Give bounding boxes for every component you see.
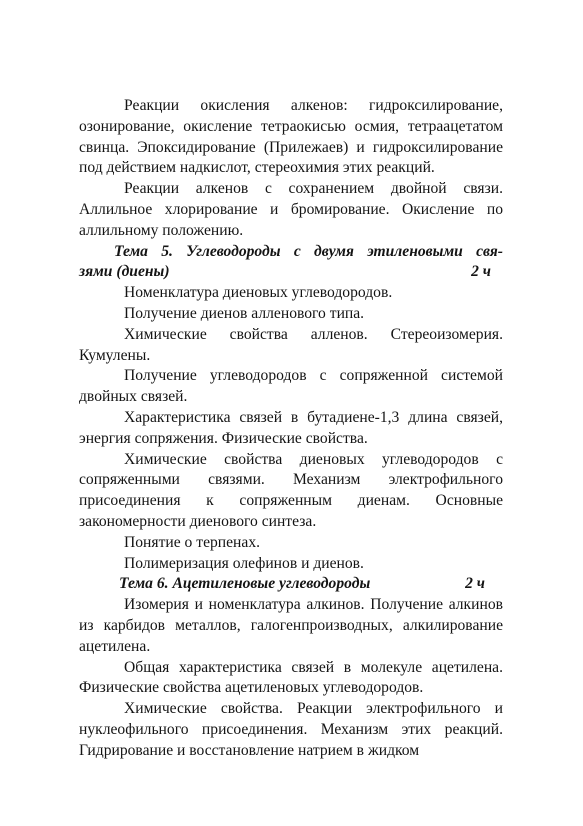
paragraph: Реакции окисления алкенов: гидроксилирование, озонирование, окисление тетраокисью осмия, тетраацетатом свинца. Эпоксидирование (Прилежаев) и гидроксилирование под действием надкислот, стереохимия этих реакций. — [79, 97, 503, 177]
topic-6-title: Тема 6. Ацетиленовые углеводороды — [119, 575, 371, 593]
topic-5-title-line-1: Тема 5. Углеводороды с двумя этиленовыми свя- — [114, 242, 503, 260]
topic-6-hours: 2 ч — [465, 575, 485, 593]
paragraph: Получение углеводородов с сопряженной системой двойных связей. — [79, 367, 503, 406]
paragraph: Понятие о терпенах. — [124, 533, 261, 551]
topic-6-heading — [79, 574, 503, 595]
paragraph: Химические свойства. Реакции электрофильного и нуклеофильного присоединения. Механизм этих реакций. Гидрирование и восстановление натрием в жидком — [79, 700, 503, 759]
topic-5-title-line-2 — [79, 262, 503, 283]
topic-5-heading — [79, 242, 503, 284]
paragraph: Общая характеристика связей в молекуле ацетилена. Физические свойства ацетиленовых углеводородов. — [79, 658, 503, 697]
paragraph: Номенклатура диеновых углеводородов. — [124, 284, 393, 302]
topic-5-hours: 2 ч — [471, 263, 491, 281]
paragraph: Химические свойства алленов. Стереоизомерия. Кумулены. — [79, 325, 503, 364]
paragraph: Получение диенов алленового типа. — [124, 304, 365, 322]
paragraph: Химические свойства диеновых углеводородов с сопряженными связями. Механизм электрофильного присоединения к сопряженным диенам. Основные закономерности диенового синтеза. — [79, 450, 503, 530]
paragraph: Реакции алкенов с сохранением двойной связи. Аллильное хлорирование и бромирование. Окисление по аллильному положению. — [79, 180, 503, 239]
topic-5-title-end: зями (диены) — [79, 263, 170, 281]
paragraph: Полимеризация олефинов и диенов. — [124, 554, 364, 572]
document-page — [79, 96, 503, 762]
paragraph: Характеристика связей в бутадиене-1,3 длина связей, энергия сопряжения. Физические свойства. — [79, 408, 503, 447]
paragraph: Изомерия и номенклатура алкинов. Получение алкинов из карбидов металлов, галогенпроизводных, алкилирование ацетилена. — [79, 596, 503, 655]
